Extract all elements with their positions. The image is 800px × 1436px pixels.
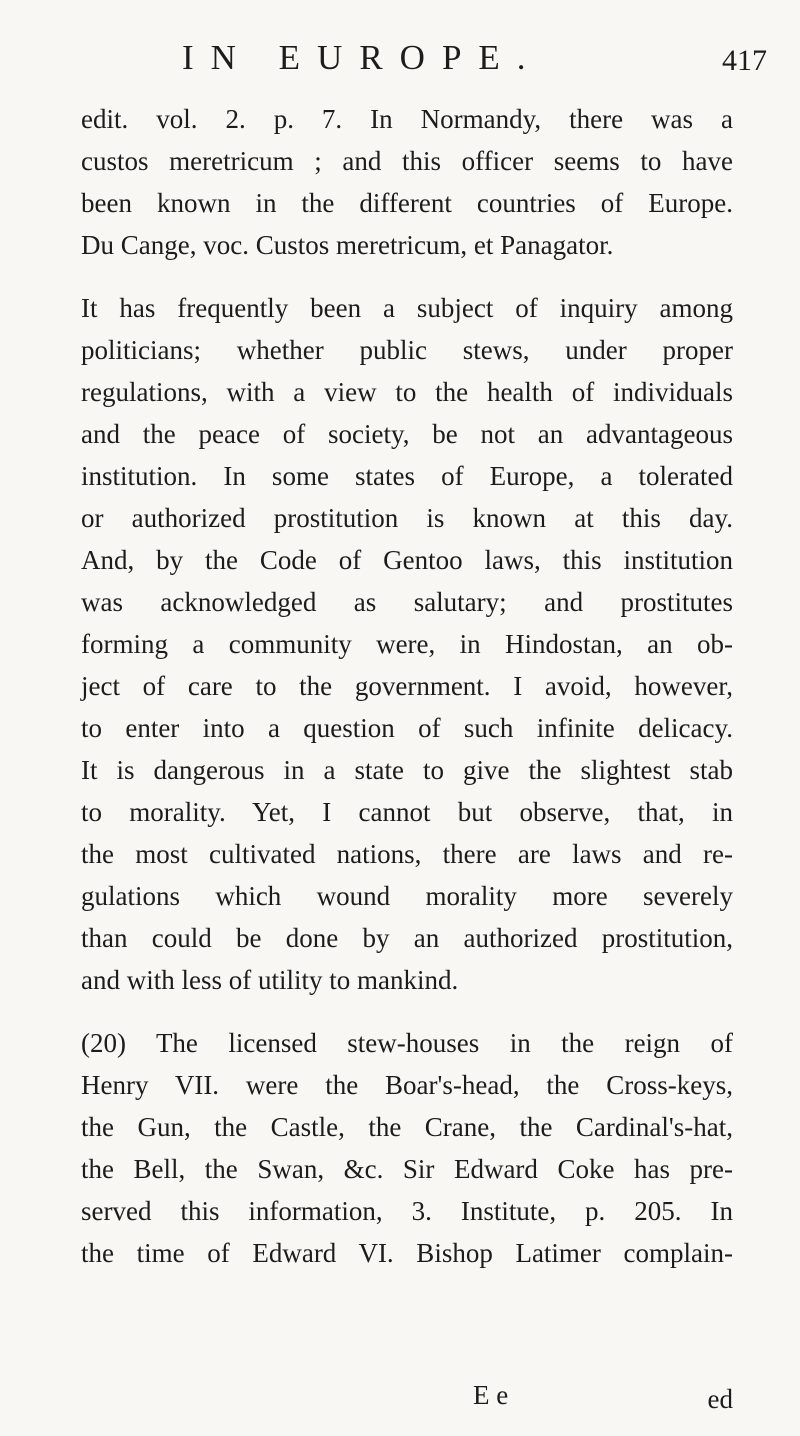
paragraph-note-20 — [81, 1022, 733, 1274]
text-line: It is dangerous in a state to give the slightest stab — [81, 755, 733, 785]
body-text — [81, 98, 733, 1274]
text-line: the Bell, the Swan, &c. Sir Edward Coke has pre- — [81, 1154, 733, 1184]
paragraph-gap — [81, 266, 733, 287]
paragraph-public-stews — [81, 287, 733, 1001]
text-line: served this information, 3. Institute, p. 205. In — [81, 1196, 733, 1226]
text-line: the time of Edward VI. Bishop Latimer complain- — [81, 1238, 733, 1268]
text-line: the most cultivated nations, there are laws and re- — [81, 839, 733, 869]
page-number: 417 — [722, 44, 767, 77]
text-line: (20) The licensed stew-houses in the reign of — [81, 1028, 733, 1058]
text-line: regulations, with a view to the health of individuals — [81, 377, 733, 407]
text-line: Du Cange, voc. Custos meretricum, et Panagator. — [81, 230, 614, 260]
signature-mark: E e — [473, 1380, 509, 1410]
text-line: gulations which wound morality more severely — [81, 881, 733, 911]
text-line: the Gun, the Castle, the Crane, the Cardinal's-hat, — [81, 1112, 733, 1142]
text-line: was acknowledged as salutary; and prostitutes — [81, 587, 733, 617]
text-line: politicians; whether public stews, under proper — [81, 335, 733, 365]
text-line: or authorized prostitution is known at this day. — [81, 503, 733, 533]
text-line: And, by the Code of Gentoo laws, this institution — [81, 545, 733, 575]
text-line: custos meretricum ; and this officer seems to have — [81, 146, 733, 176]
text-line: been known in the different countries of Europe. — [81, 188, 733, 218]
text-line: to morality. Yet, I cannot but observe, that, in — [81, 797, 733, 827]
text-line: to enter into a question of such infinite delicacy. — [81, 713, 733, 743]
text-line: It has frequently been a subject of inquiry among — [81, 293, 733, 323]
text-line: edit. vol. 2. p. 7. In Normandy, there was a — [81, 104, 733, 134]
page-footer — [81, 1380, 733, 1420]
page-header — [0, 38, 800, 88]
paragraph-gap — [81, 1001, 733, 1022]
paragraph-note-continuation — [81, 98, 733, 266]
text-line: institution. In some states of Europe, a tolerated — [81, 461, 733, 491]
text-line: Henry VII. were the Boar's-head, the Cross-keys, — [81, 1070, 733, 1100]
text-line: than could be done by an authorized prostitution, — [81, 923, 733, 953]
text-line: and with less of utility to mankind. — [81, 965, 459, 995]
catchword: ed — [707, 1384, 733, 1414]
text-line: forming a community were, in Hindostan, an ob- — [81, 629, 733, 659]
running-head: IN EUROPE. — [182, 38, 543, 77]
text-line: ject of care to the government. I avoid, however, — [81, 671, 733, 701]
text-line: and the peace of society, be not an advantageous — [81, 419, 733, 449]
